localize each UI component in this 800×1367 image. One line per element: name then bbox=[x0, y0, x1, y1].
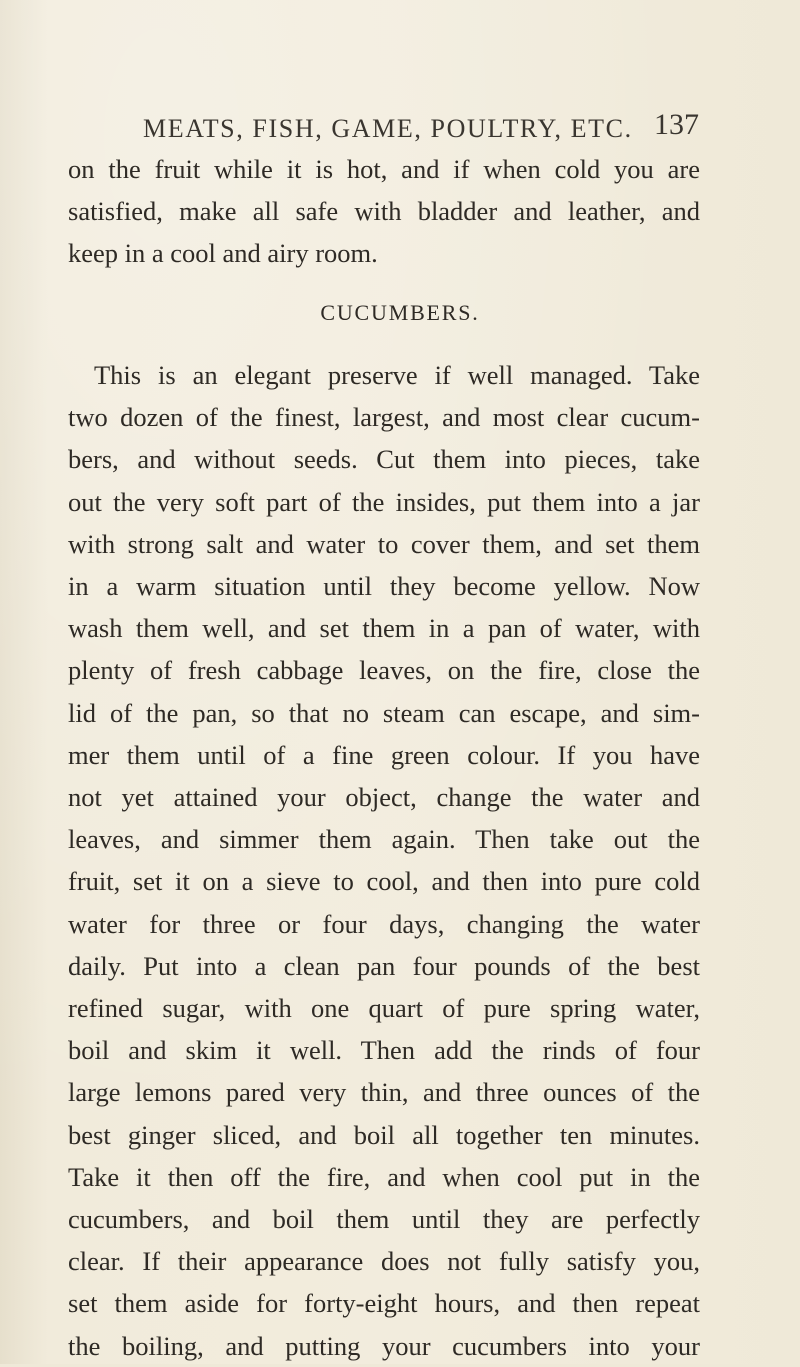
text-line: fruit, set it on a sieve to cool, and then into pure cold bbox=[68, 866, 700, 897]
text-line: large lemons pared very thin, and three ounces of the bbox=[68, 1077, 700, 1108]
text-line: satisfied, make all safe with bladder and leather, and bbox=[68, 196, 700, 227]
text-line: boil and skim it well. Then add the rinds of four bbox=[68, 1035, 700, 1066]
text-line: wash them well, and set them in a pan of water, with bbox=[68, 613, 700, 644]
text-line: out the very soft part of the insides, put them into a jar bbox=[68, 486, 700, 517]
text-line: clear. If their appearance does not fully satisfy you, bbox=[68, 1246, 700, 1277]
text-line: on the fruit while it is hot, and if when cold you are bbox=[68, 154, 700, 184]
text-line: plenty of fresh cabbage leaves, on the fire, close the bbox=[68, 655, 700, 686]
page-number: 137 bbox=[654, 108, 699, 141]
text-line: This is an elegant preserve if well managed. Take bbox=[94, 360, 700, 390]
text-line: water for three or four days, changing the water bbox=[68, 908, 700, 939]
text-line: set them aside for forty-eight hours, and then repeat bbox=[68, 1288, 700, 1319]
text-line: mer them until of a fine green colour. If you have bbox=[68, 739, 700, 770]
text-line: keep in a cool and airy room. bbox=[68, 238, 378, 269]
section-heading: CUCUMBERS. bbox=[320, 300, 480, 325]
running-head bbox=[143, 108, 699, 148]
text-line: daily. Put into a clean pan four pounds of the best bbox=[68, 950, 700, 981]
text-line: bers, and without seeds. Cut them into pieces, take bbox=[68, 444, 700, 475]
text-line: refined sugar, with one quart of pure spring water, bbox=[68, 993, 700, 1024]
text-line: best ginger sliced, and boil all together ten minutes. bbox=[68, 1119, 700, 1150]
text-line: with strong salt and water to cover them, and set them bbox=[68, 528, 700, 559]
recipe-paragraph bbox=[68, 354, 700, 1367]
text-line: not yet attained your object, change the water and bbox=[68, 782, 700, 813]
text-line: two dozen of the finest, largest, and most clear cucum- bbox=[68, 402, 700, 433]
text-line: leaves, and simmer them again. Then take out the bbox=[68, 824, 700, 855]
continuation-paragraph bbox=[68, 148, 700, 275]
text-line: the boiling, and putting your cucumbers into your bbox=[68, 1330, 700, 1361]
text-line: cucumbers, and boil them until they are perfectly bbox=[68, 1204, 700, 1235]
running-head-title: MEATS, FISH, GAME, POULTRY, ETC. bbox=[143, 114, 633, 143]
text-line: in a warm situation until they become yellow. Now bbox=[68, 571, 700, 602]
text-line: lid of the pan, so that no steam can escape, and sim- bbox=[68, 697, 700, 728]
text-line: Take it then off the fire, and when cool put in the bbox=[68, 1161, 700, 1192]
